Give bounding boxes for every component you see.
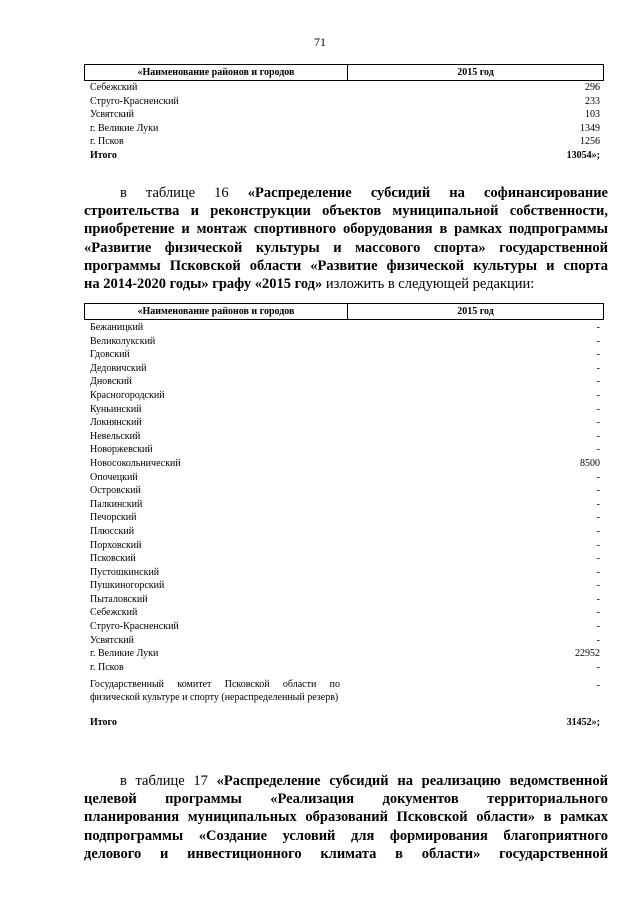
table-row xyxy=(90,553,600,567)
row-value: - xyxy=(596,553,600,565)
row-name: Струго-Красненский xyxy=(90,95,179,107)
table-row xyxy=(90,417,600,431)
row-name: Новосокольнический xyxy=(90,457,181,469)
page-number: 71 xyxy=(314,35,326,49)
row-name: Палкинский xyxy=(90,498,143,510)
row-name: Пушкиногорский xyxy=(90,580,165,592)
table-row xyxy=(90,648,600,662)
row-name: г. Великие Луки xyxy=(90,122,159,134)
table-row xyxy=(90,82,600,96)
table1-col-year: 2015 год xyxy=(457,67,494,78)
table-row xyxy=(90,472,600,486)
para1-line5: программы Псковской области «Развитие физической культуры и спорта xyxy=(84,257,608,274)
row-name: Дновский xyxy=(90,376,132,388)
row-name: Новоржевский xyxy=(90,444,153,456)
row-value: - xyxy=(596,322,600,333)
table-row xyxy=(90,662,600,676)
row-name: Себежский xyxy=(90,82,138,93)
table2-col-year: 2015 год xyxy=(457,306,494,317)
para2-line3: планирования муниципальных образований Псковской области» в рамках xyxy=(84,809,608,826)
row-name: Себежский xyxy=(90,607,138,619)
table-row xyxy=(90,363,600,377)
para1-line2: строительства и реконструкции объектов муниципальной собственности, xyxy=(84,203,608,220)
row-name: Плюсский xyxy=(90,525,135,537)
row-value: - xyxy=(596,376,600,388)
row-value: - xyxy=(596,430,600,442)
row-name: Печорский xyxy=(90,512,137,524)
table2-note: Государственный комитет Псковской области по физической культуре и спорту (нераспределенный резерв) xyxy=(90,679,340,703)
table2-total-label: Итого xyxy=(90,717,117,728)
row-value: 103 xyxy=(585,109,600,120)
total-row xyxy=(90,150,600,164)
row-name: Красногородский xyxy=(90,389,165,401)
table-row xyxy=(90,512,600,526)
row-value: - xyxy=(596,607,600,619)
table2-total-row xyxy=(90,717,600,730)
row-name: Дедовичский xyxy=(90,362,147,374)
total-value: 13054»; xyxy=(566,149,600,161)
table1-col-name: «Наименование районов и городов xyxy=(85,65,348,80)
para2-line5: делового и инвестиционного климата в области» государственной xyxy=(84,845,608,862)
table-row xyxy=(90,109,600,123)
table-row xyxy=(90,635,600,649)
table-row xyxy=(90,567,600,581)
table-row xyxy=(90,123,600,137)
table-row xyxy=(90,594,600,608)
table-row xyxy=(90,136,600,150)
table-row xyxy=(90,621,600,635)
row-value: 8500 xyxy=(580,457,600,469)
row-value: - xyxy=(596,566,600,578)
table-row xyxy=(90,526,600,540)
row-name: Бежаницкий xyxy=(90,322,144,333)
table-row xyxy=(90,322,600,336)
row-value: - xyxy=(596,661,600,673)
table-row xyxy=(90,431,600,445)
row-value: - xyxy=(596,362,600,374)
row-name: Порховский xyxy=(90,539,142,551)
row-value: - xyxy=(596,580,600,592)
row-name: Струго-Красненский xyxy=(90,621,179,633)
table2-note-value: - xyxy=(596,680,600,691)
row-value: - xyxy=(596,389,600,401)
para2-line4: подпрограммы «Создание условий для формирования благоприятного xyxy=(84,827,608,844)
table-row xyxy=(90,499,600,513)
row-value: - xyxy=(596,525,600,537)
row-name: Псковский xyxy=(90,553,136,565)
para1-line6: на 2014-2020 годы» графу «2015 год» изложить в следующей редакции: xyxy=(84,276,535,293)
row-value: - xyxy=(596,349,600,361)
row-name: Опочецкий xyxy=(90,471,138,483)
row-value: - xyxy=(596,539,600,551)
row-name: Усвятский xyxy=(90,634,134,646)
row-name: г. Псков xyxy=(90,661,124,673)
table-row xyxy=(90,540,600,554)
table-row xyxy=(90,390,600,404)
row-name: Куньинский xyxy=(90,403,142,415)
table-row xyxy=(90,580,600,594)
row-value: - xyxy=(596,335,600,347)
row-name: Локнянский xyxy=(90,417,142,429)
row-value: 22952 xyxy=(575,648,600,660)
row-value: - xyxy=(596,417,600,429)
table-row xyxy=(90,485,600,499)
table-row xyxy=(90,376,600,390)
table-row xyxy=(90,444,600,458)
para1-line1-plain: в таблице 16 xyxy=(120,185,248,201)
table-row xyxy=(90,336,600,350)
para1-line1-bold: «Распределение субсидий на софинансирование xyxy=(247,185,608,201)
row-name: Пыталовский xyxy=(90,593,148,605)
table2-header xyxy=(84,303,604,320)
row-name: г. Псков xyxy=(90,136,124,147)
row-value: 1256 xyxy=(580,136,600,147)
row-value: - xyxy=(596,485,600,497)
total-label: Итого xyxy=(90,149,117,161)
row-value: - xyxy=(596,621,600,633)
para2-line1: в таблице 17 «Распределение субсидий на реализацию ведомственной xyxy=(120,773,608,789)
table-row xyxy=(90,607,600,621)
row-name: Гдовский xyxy=(90,349,130,361)
row-name: Невельский xyxy=(90,430,141,442)
row-value: - xyxy=(596,471,600,483)
row-value: - xyxy=(596,444,600,456)
row-name: Островский xyxy=(90,485,141,497)
table-row xyxy=(90,404,600,418)
table2-body xyxy=(90,322,600,675)
row-value: - xyxy=(596,512,600,524)
row-value: 296 xyxy=(585,82,600,93)
row-value: 233 xyxy=(585,95,600,107)
para1-line3: приобретение и монтаж спортивного оборудования в рамках подпрограммы xyxy=(84,221,608,238)
table-row xyxy=(90,349,600,363)
row-name: г. Великие Луки xyxy=(90,648,159,660)
para1-line1 xyxy=(84,184,608,202)
table2-note-row xyxy=(90,680,600,692)
table1-body xyxy=(90,82,600,163)
para2-line2: целевой программы «Реализация документов территориального xyxy=(84,791,608,808)
table1-header xyxy=(84,64,604,81)
table2-total-value: 31452»; xyxy=(566,717,600,728)
table2-col-name: «Наименование районов и городов xyxy=(85,304,348,319)
para1-line4: «Развитие физической культуры и массового спорта» государственной xyxy=(84,239,608,256)
row-value: - xyxy=(596,403,600,415)
row-value: - xyxy=(596,498,600,510)
row-value: - xyxy=(596,593,600,605)
paragraph-table-16 xyxy=(84,184,608,293)
row-value: - xyxy=(596,634,600,646)
row-value: 1349 xyxy=(580,122,600,134)
paragraph-table-17 xyxy=(84,772,608,863)
row-name: Усвятский xyxy=(90,109,134,120)
row-name: Пустошкинский xyxy=(90,566,160,578)
table-row xyxy=(90,458,600,472)
row-name: Великолукский xyxy=(90,335,156,347)
table-row xyxy=(90,96,600,110)
